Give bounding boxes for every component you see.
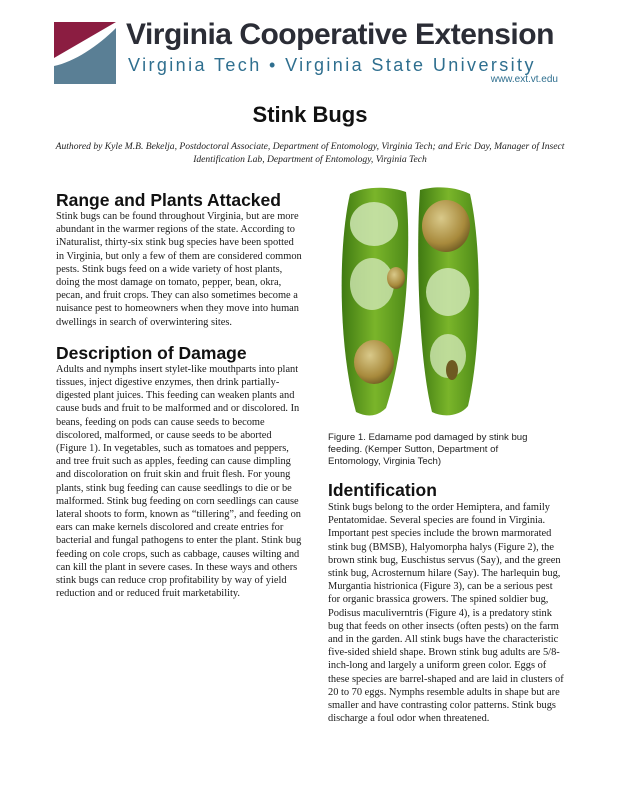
range-body: Stink bugs can be found throughout Virginia, but are more abundant in the warmer regions of the state. According to iNaturalist, thirty-six stink bug species have been spotted in Virginia, but only a few of them are considered common pests. Stink bugs feed on a wide variety of host plants, doing the most damage on tomato, pepper, bean, okra, pecan, and fruit crops. They can also sometimes become a nuisance pest to homeowners when they move into human dwellings in search of overwintering sites.: [56, 211, 302, 328]
figure-caption: Figure 1. Edamame pod damaged by stink bug feeding. (Kemper Sutton, Department of Entomology, Virginia Tech): [328, 432, 528, 467]
identification-heading: Identification: [328, 480, 437, 500]
vce-logo: [54, 22, 116, 84]
brand-url[interactable]: www.ext.vt.edu: [490, 74, 558, 85]
brand-title: Virginia Cooperative Extension: [126, 18, 554, 51]
damage-body: Adults and nymphs insert stylet-like mouthparts into plant tissues, inject digestive enzymes, then drink partially-digested plant juices. This feeding can weaken plants and cause buds and fruit to be malformed and or discolored. In beans, feeding on pods can cause seeds to become discolored, malformed, or cause seeds to be aborted (Figure 1). In vegetables, such as tomatoes and peppers, and tree fruit such as apples, feeding can cause dimpling and discoloration on fruit skin and fruit flesh. For young plants, stink bug feeding can cause seedlings to die or be malformed. Stink bug feeding on corn seedlings can cause lateral shoots to form, known as “tillering”, and feeding on ears can make kernels discolored and create entries for bacterial and fungal pathogens to enter the plant. Stink bug feeding on cole crops, such as cabbage, causes wilting and can kill the plant in severe cases. In these ways and others stink bugs can reduce crop profitability by way of yield reduction and or reduced fruit marketability.: [56, 363, 302, 600]
damage-heading: Description of Damage: [56, 342, 247, 363]
page-title: Stink Bugs: [252, 102, 368, 127]
brand-subtitle: Virginia Tech • Virginia State University: [128, 55, 536, 75]
right-column: [328, 480, 564, 725]
range-heading: Range and Plants Attacked: [56, 190, 281, 210]
left-column: [56, 190, 302, 600]
authors-line: Authored by Kyle M.B. Bekelja, Postdoctoral Associate, Department of Entomology, Virginia Tech; and Eric Day, Manager of Insect Identification Lab, Department of Entomology, Virginia Tech: [55, 141, 565, 165]
edamame-pod-photo: [320, 186, 500, 420]
identification-body: Stink bugs belong to the order Hemiptera, and family Pentatomidae. Several species are found in Virginia. Important pest species include the brown marmorated stink bug (BMSB), Halyomorpha halys (Figure 2), the brown stink bug, Euschistus servus (Say), and the green stink bug, Acrosternum hilare (Say). The harlequin bug, Murgantia histrionica (Figure 3), can be a serious pest for organic brassica growers. The spined soldier bug, Podisus maculiverntris (Figure 4), is a predatory stink bug that feeds on other insects (often pests) on the farm and in the garden. All stink bugs have the characteristic five-sided shield shape. Brown stink bug adults are 5/8-inch-long and largely a uniform green color. Eggs of these species are barrel-shaped and are laid in clusters of 20 to 70 eggs. Nymphs resemble adults in shape but are smaller and have contrasting color patterns. Stink bugs discharge a foul odor when threatened.: [328, 502, 564, 725]
